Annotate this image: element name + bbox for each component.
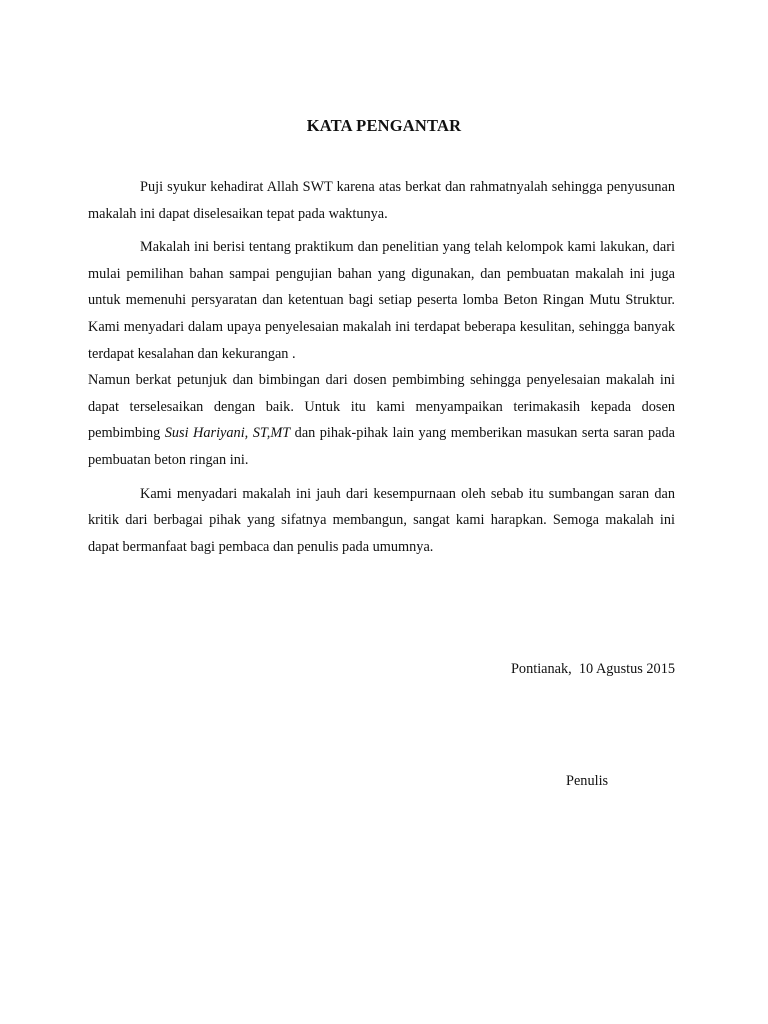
body-text — [88, 174, 675, 560]
paragraph-4: Kami menyadari makalah ini jauh dari kesempurnaan oleh sebab itu sumbangan saran dan kritik dari berbagai pihak yang sifatnya membangun, sangat kami harapkan. Semoga makalah ini dapat bermanfaat bagi pembaca dan penulis pada umumnya. — [88, 485, 675, 555]
advisor-name: Susi Hariyani, ST,MT — [164, 425, 291, 442]
paragraph-3-text-start: Namun berkat petunjuk dan bimbingan dari dosen pembimbing sehingga penyelesaian makalah ini dapat terselesaikan dengan baik. Untuk itu kami menyampaikan terimakasih kepada dosen pembimbing — [88, 372, 675, 442]
signature-label: Penulis — [566, 773, 609, 789]
place-date: Pontianak, 10 Agustus 2015 — [510, 661, 675, 677]
page-title: KATA PENGANTAR — [306, 116, 462, 135]
paragraph-1: Puji syukur kehadirat Allah SWT karena atas berkat dan rahmatnyalah sehingga penyusunan makalah ini dapat diselesaikan tepat pada waktunya. — [88, 179, 675, 222]
paragraph-3 — [88, 367, 675, 473]
paragraph-2: Makalah ini berisi tentang praktikum dan penelitian yang telah kelompok kami lakukan, dari mulai pemilihan bahan sampai pengujian bahan yang digunakan, dan pembuatan makalah ini juga untuk memenuhi persyaratan dan ketentuan bagi setiap peserta lomba Beton Ringan Mutu Struktur. Kami menyadari dalam upaya penyelesaian makalah ini terdapat beberapa kesulitan, sehingga banyak terdapat kesalahan dan kekurangan . — [88, 239, 675, 362]
paragraph-3-text-end: dan pihak-pihak lain yang memberikan masukan serta saran pada pembuatan beton ringan ini. — [88, 425, 675, 468]
